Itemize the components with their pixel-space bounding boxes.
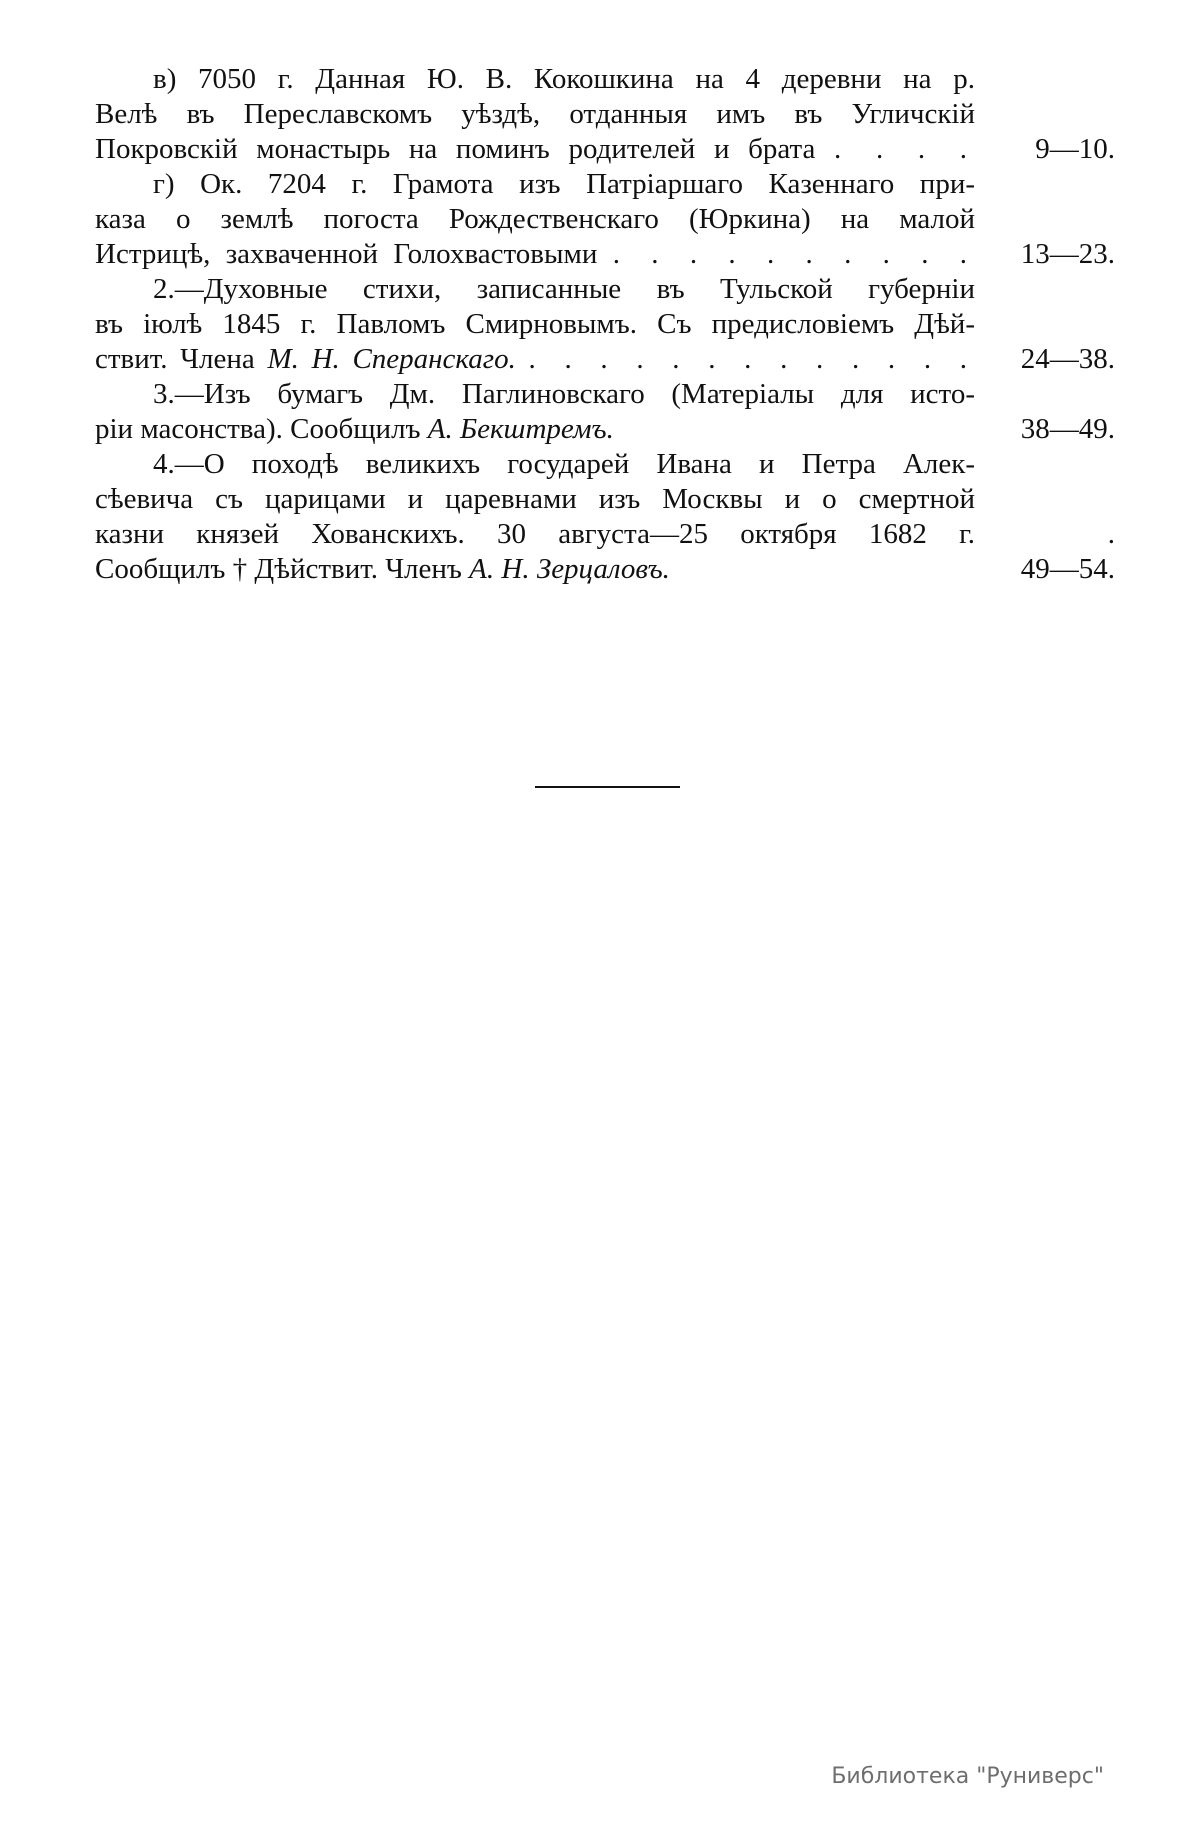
dot-leader: . . . . . . . . . .	[612, 238, 975, 270]
toc-line	[95, 412, 1125, 447]
toc-line-text: 2.—Духовные стихи, записанные въ Тульской губерніи	[153, 273, 975, 305]
dot-leader: . . . .	[834, 133, 975, 165]
toc-line-text: каза о землѣ погоста Рождественскаго (Юркина) на малой	[95, 203, 975, 235]
toc-line	[95, 482, 1125, 517]
toc-line	[95, 517, 1125, 552]
library-watermark: Библиотека "Руниверс"	[831, 1764, 1104, 1789]
table-of-contents	[95, 62, 1125, 587]
page-range: 24—38.	[1020, 343, 1115, 375]
toc-line-text: Сообщилъ † Дѣйствит. Членъ	[95, 553, 462, 585]
toc-entry-g	[95, 167, 1125, 272]
author-name: М. Н. Сперанскаго.	[267, 343, 516, 375]
toc-line	[95, 132, 1125, 167]
toc-line	[95, 447, 1125, 482]
toc-line	[95, 342, 1125, 377]
page-range: 38—49.	[1020, 413, 1115, 445]
page-range: 49—54.	[1020, 553, 1115, 585]
toc-line-text: казни князей Хованскихъ. 30 августа—25 октября 1682 г.	[95, 518, 975, 550]
author-name: А. Бекштремъ.	[427, 413, 614, 445]
toc-line-last	[95, 342, 975, 377]
toc-line	[95, 97, 1125, 132]
toc-line	[95, 167, 1125, 202]
toc-line-last	[95, 552, 975, 587]
toc-line-last	[95, 237, 975, 272]
toc-line	[95, 62, 1125, 97]
toc-line	[95, 307, 1125, 342]
toc-line	[95, 377, 1125, 412]
toc-line-text: ствит. Члена	[95, 343, 255, 375]
author-name: А. Н. Зерцаловъ.	[469, 553, 670, 585]
toc-line-text: ріи масонства). Сообщилъ	[95, 413, 421, 445]
toc-line-text: сѣевича съ царицами и царевнами изъ Москвы и о смертной	[95, 483, 975, 515]
page-range-mark: .	[1107, 518, 1115, 550]
toc-line-text: 3.—Изъ бумагъ Дм. Паглиновскаго (Матеріалы для исто-	[153, 378, 975, 410]
toc-line-last	[95, 132, 975, 167]
toc-line-text: Покровскій монастырь на поминъ родителей и брата	[95, 133, 816, 165]
page-range: 9—10.	[1035, 133, 1115, 165]
toc-line-text: въ іюлѣ 1845 г. Павломъ Смирновымъ. Съ предисловіемъ Дѣй-	[95, 308, 975, 340]
toc-entry-3	[95, 377, 1125, 447]
toc-entry-v	[95, 62, 1125, 167]
section-divider	[535, 786, 680, 788]
toc-line	[95, 552, 1125, 587]
page-range: 13—23.	[1020, 238, 1115, 270]
toc-line	[95, 202, 1125, 237]
toc-line-text: Истрицѣ, захваченной Голохвастовыми	[95, 238, 598, 270]
toc-line-text: 4.—О походѣ великихъ государей Ивана и Петра Алек-	[153, 448, 975, 480]
toc-line-last	[95, 412, 975, 447]
toc-line	[95, 272, 1125, 307]
dot-leader: . . . . . . . . . . . . .	[528, 343, 975, 375]
toc-line-text: в) 7050 г. Данная Ю. В. Кокошкина на 4 деревни на р.	[153, 63, 975, 95]
toc-line-text: Велѣ въ Переславскомъ уѣздѣ, отданныя имъ въ Угличскій	[95, 98, 975, 130]
toc-entry-2	[95, 272, 1125, 377]
toc-entry-4	[95, 447, 1125, 587]
toc-line	[95, 237, 1125, 272]
toc-line-text: г) Ок. 7204 г. Грамота изъ Патріаршаго Казеннаго при-	[153, 168, 975, 200]
